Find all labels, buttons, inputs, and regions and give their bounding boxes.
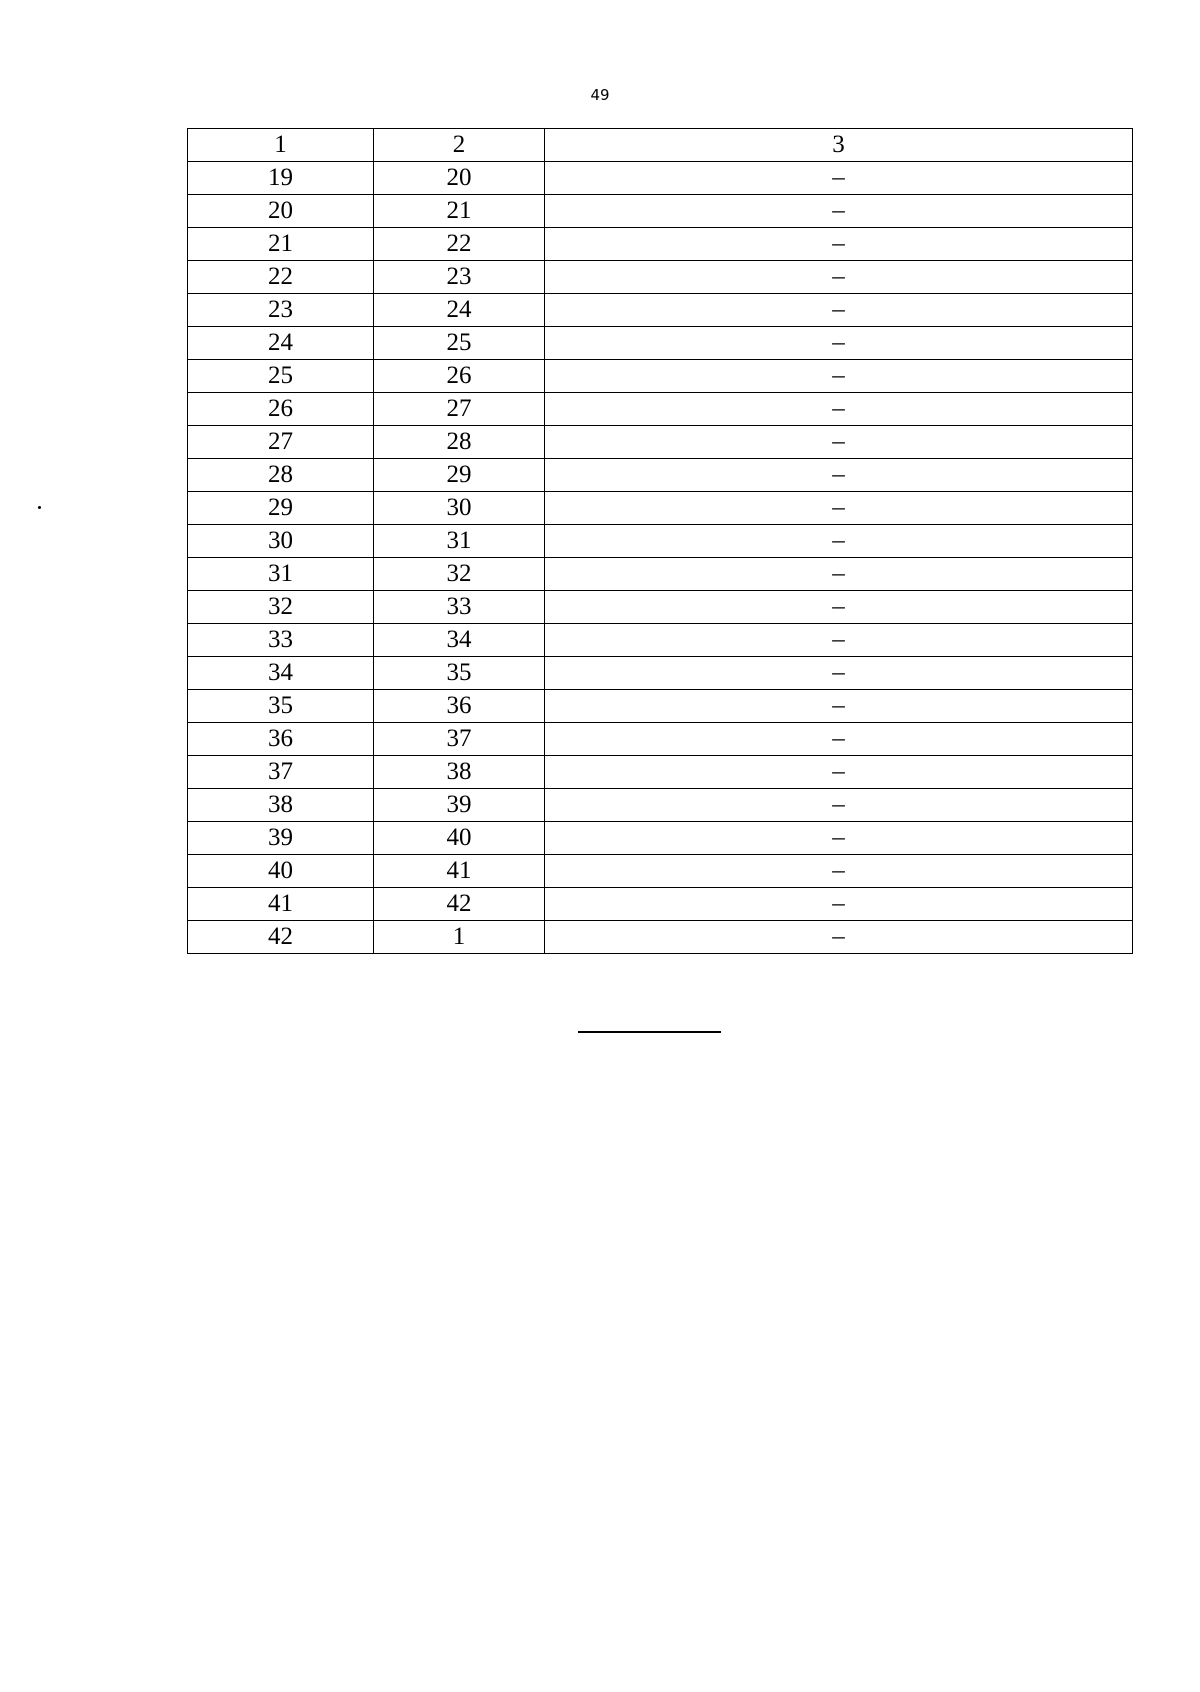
table-cell: 24 <box>374 294 545 327</box>
table-cell: 38 <box>188 789 374 822</box>
table-row <box>188 921 1133 954</box>
table-row <box>188 261 1133 294</box>
table-cell: 36 <box>374 690 545 723</box>
table-row <box>188 195 1133 228</box>
table-row <box>188 459 1133 492</box>
table-cell: 20 <box>188 195 374 228</box>
table-cell: 23 <box>374 261 545 294</box>
table-row <box>188 888 1133 921</box>
data-table <box>187 128 1133 954</box>
page-number: 49 <box>590 86 610 104</box>
table-row <box>188 393 1133 426</box>
table-cell: 31 <box>188 558 374 591</box>
table-row <box>188 162 1133 195</box>
table-cell: 35 <box>188 690 374 723</box>
column-header-3: 3 <box>545 129 1133 162</box>
table-cell: 32 <box>374 558 545 591</box>
table-cell: 27 <box>188 426 374 459</box>
table-cell: 42 <box>374 888 545 921</box>
table-cell: 39 <box>374 789 545 822</box>
table-row <box>188 690 1133 723</box>
table-cell: 40 <box>374 822 545 855</box>
table-cell: 26 <box>374 360 545 393</box>
table-cell: – <box>545 228 1133 261</box>
table-cell: 33 <box>188 624 374 657</box>
table-cell: 29 <box>374 459 545 492</box>
table-cell: – <box>545 393 1133 426</box>
table-cell: – <box>545 624 1133 657</box>
table-cell: 42 <box>188 921 374 954</box>
table-cell: 27 <box>374 393 545 426</box>
table-cell: 28 <box>188 459 374 492</box>
table-row <box>188 360 1133 393</box>
stray-dot <box>38 506 41 509</box>
table-cell: 40 <box>188 855 374 888</box>
table-cell: – <box>545 756 1133 789</box>
table-cell: 21 <box>374 195 545 228</box>
table-cell: 41 <box>188 888 374 921</box>
table-row <box>188 855 1133 888</box>
table-row <box>188 558 1133 591</box>
table-cell: – <box>545 690 1133 723</box>
table-cell: 31 <box>374 525 545 558</box>
table-cell: 25 <box>188 360 374 393</box>
table-cell: – <box>545 195 1133 228</box>
table-row <box>188 591 1133 624</box>
table-cell: 34 <box>188 657 374 690</box>
table-cell: – <box>545 261 1133 294</box>
table-cell: 34 <box>374 624 545 657</box>
table-row <box>188 756 1133 789</box>
table-cell: 24 <box>188 327 374 360</box>
table-cell: – <box>545 921 1133 954</box>
table-cell: 32 <box>188 591 374 624</box>
table-cell: 30 <box>188 525 374 558</box>
table-cell: 36 <box>188 723 374 756</box>
table-cell: 22 <box>374 228 545 261</box>
table-row <box>188 294 1133 327</box>
table-row <box>188 657 1133 690</box>
table-cell: – <box>545 888 1133 921</box>
table-cell: 21 <box>188 228 374 261</box>
table-cell: 25 <box>374 327 545 360</box>
table-cell: – <box>545 822 1133 855</box>
table-cell: 41 <box>374 855 545 888</box>
table-cell: – <box>545 294 1133 327</box>
table-cell: – <box>545 591 1133 624</box>
table-cell: – <box>545 327 1133 360</box>
table-cell: 38 <box>374 756 545 789</box>
table-cell: – <box>545 657 1133 690</box>
table-row <box>188 228 1133 261</box>
table-cell: 33 <box>374 591 545 624</box>
table-cell: 20 <box>374 162 545 195</box>
table-cell: 35 <box>374 657 545 690</box>
table-cell: 39 <box>188 822 374 855</box>
table-row <box>188 492 1133 525</box>
table-cell: 23 <box>188 294 374 327</box>
table-cell: – <box>545 492 1133 525</box>
table-cell: – <box>545 558 1133 591</box>
header-row <box>188 129 1133 162</box>
table-cell: – <box>545 459 1133 492</box>
table-row <box>188 822 1133 855</box>
table-cell: 29 <box>188 492 374 525</box>
table-cell: 37 <box>374 723 545 756</box>
column-header-2: 2 <box>374 129 545 162</box>
table-row <box>188 426 1133 459</box>
table-cell: 22 <box>188 261 374 294</box>
table-row <box>188 525 1133 558</box>
table-cell: 19 <box>188 162 374 195</box>
table-cell: 28 <box>374 426 545 459</box>
column-header-1: 1 <box>188 129 374 162</box>
table-row <box>188 624 1133 657</box>
table-row <box>188 327 1133 360</box>
end-rule <box>578 1031 721 1033</box>
table-cell: 26 <box>188 393 374 426</box>
table-cell: – <box>545 723 1133 756</box>
table-cell: – <box>545 426 1133 459</box>
table-cell: – <box>545 360 1133 393</box>
table-cell: – <box>545 855 1133 888</box>
table-cell: 37 <box>188 756 374 789</box>
table-cell: 1 <box>374 921 545 954</box>
table-row <box>188 789 1133 822</box>
table-row <box>188 723 1133 756</box>
table-cell: – <box>545 789 1133 822</box>
table-cell: 30 <box>374 492 545 525</box>
table-cell: – <box>545 162 1133 195</box>
table-cell: – <box>545 525 1133 558</box>
